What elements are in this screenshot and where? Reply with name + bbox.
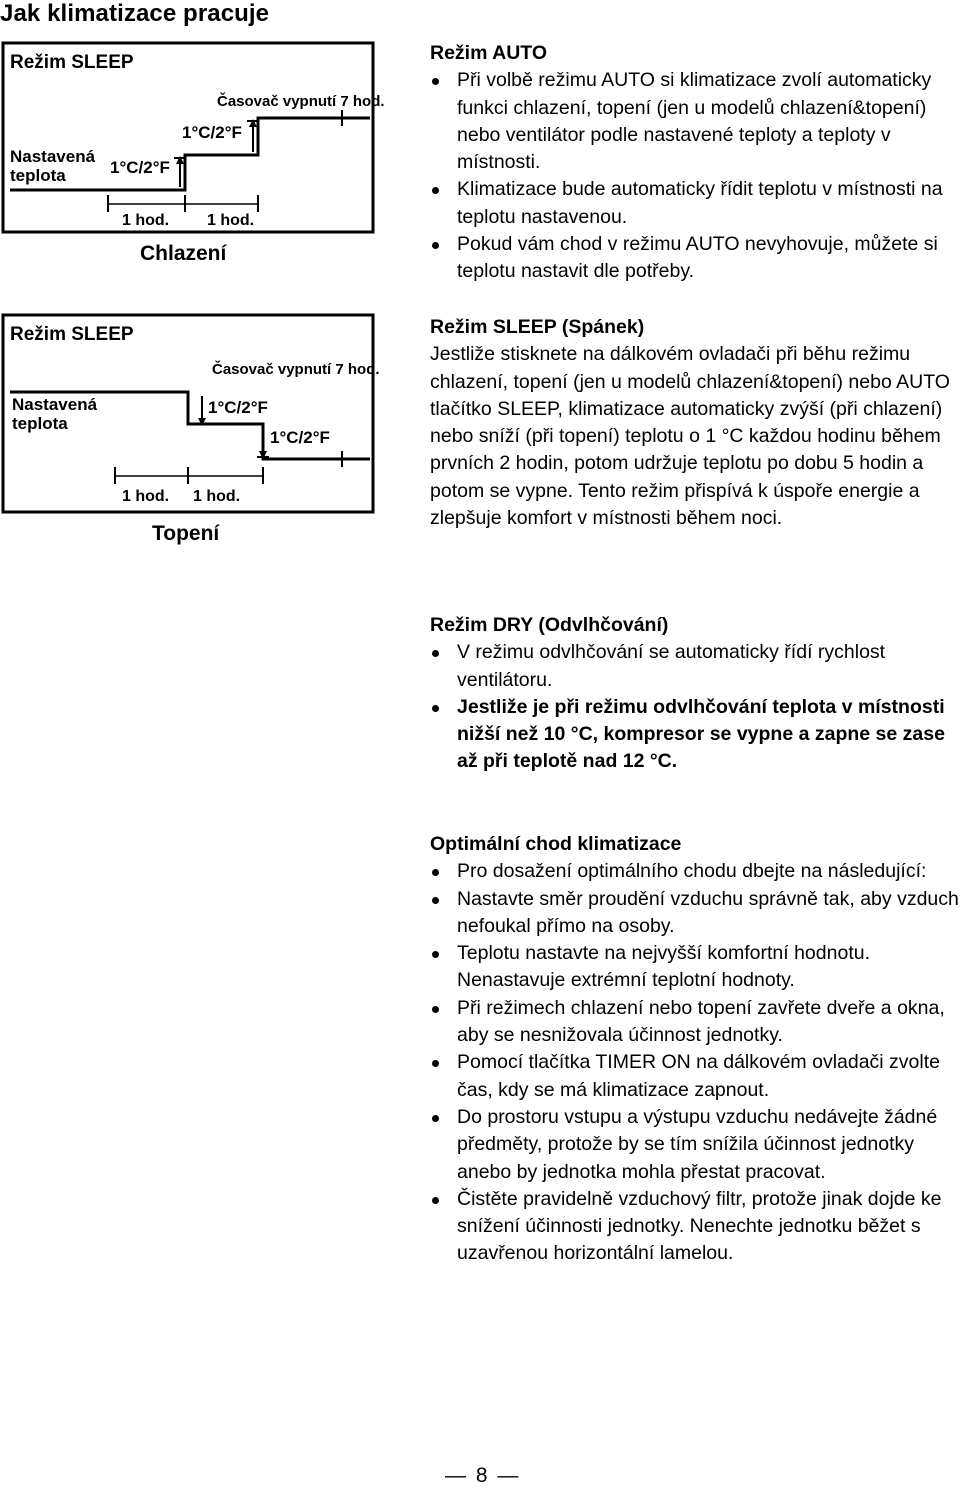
list-item: Do prostoru vstupu a výstupu vzduchu nedávejte žádné předměty, protože by se tím snížila účinnost jednotky anebo by jednotka mohla přestat pracovat.	[430, 1104, 960, 1186]
section-heading: Režim DRY (Odvlhčování)	[430, 614, 669, 636]
step-label-1: 1°C/2°F	[110, 158, 170, 177]
page-title: Jak klimatizace pracuje	[0, 0, 270, 27]
bullet-list	[430, 858, 960, 1267]
auto-mode-section	[430, 40, 960, 286]
list-item: Nastavte směr proudění vzduchu správně tak, aby vzduch nefoukal přímo na osoby.	[430, 886, 960, 941]
timer-label: Časovač vypnutí 7 hod.	[212, 361, 380, 378]
mode-label: Režim SLEEP	[10, 324, 134, 345]
cooling-sleep-diagram	[0, 40, 400, 272]
list-item: Klimatizace bude automaticky řídit teplotu v místnosti na teplotu nastavenou.	[430, 176, 960, 231]
diagram-caption: Topení	[152, 522, 220, 545]
heating-sleep-diagram	[0, 312, 400, 548]
bullet-list	[430, 639, 960, 775]
list-item: Pomocí tlačítka TIMER ON na dálkovém ovladači zvolte čas, kdy se má klimatizace zapnout.	[430, 1049, 960, 1104]
section-heading: Režim AUTO	[430, 42, 548, 64]
setpoint-label-line1: Nastavená	[12, 395, 98, 414]
list-item: Při volbě režimu AUTO si klimatizace zvolí automaticky funkci chlazení, topení (jen u modelů chlazení&topení) nebo ventilátor podle nastavené teploty a teploty v místnosti.	[430, 67, 960, 176]
bullet-list	[430, 67, 960, 285]
list-item: Teplotu nastavte na nejvyšší komfortní hodnotu. Nenastavuje extrémní teplotní hodnoty.	[430, 940, 960, 995]
section-heading: Optimální chod klimatizace	[430, 833, 682, 855]
list-item: Pro dosažení optimálního chodu dbejte na následující:	[430, 858, 960, 885]
setpoint-label-line2: teplota	[10, 166, 66, 185]
section-heading: Režim SLEEP (Spánek)	[430, 316, 645, 338]
hour-label-1: 1 hod.	[122, 212, 170, 229]
list-item: Pokud vám chod v režimu AUTO nevyhovuje, můžete si teplotu nastavit dle potřeby.	[430, 231, 960, 286]
mode-label: Režim SLEEP	[10, 52, 134, 73]
hour-label-2: 1 hod.	[207, 212, 255, 229]
list-item: Při režimech chlazení nebo topení zavřete dveře a okna, aby se nesnižovala účinnost jednotky.	[430, 995, 960, 1050]
hour-label-1: 1 hod.	[122, 488, 170, 505]
optimal-operation-section	[430, 831, 960, 1268]
sleep-mode-section	[430, 314, 960, 532]
step-label-1: 1°C/2°F	[208, 398, 268, 417]
list-item: V režimu odvlhčování se automaticky řídí rychlost ventilátoru.	[430, 639, 960, 694]
step-label-2: 1°C/2°F	[270, 428, 330, 447]
diagram-caption: Chlazení	[140, 242, 227, 265]
setpoint-label-line1: Nastavená	[10, 147, 96, 166]
timer-label: Časovač vypnutí 7 hod.	[217, 93, 385, 110]
page-number: — 8 —	[445, 1464, 521, 1487]
dry-mode-section	[430, 612, 960, 776]
list-item-warning: Jestliže je při režimu odvlhčování teplota v místnosti nižší než 10 °C, kompresor se vypne a zapne se zase až při teplotě nad 12 °C.	[430, 694, 960, 776]
list-item: Čistěte pravidelně vzduchový filtr, protože jinak dojde ke snížení účinnosti jednotky. Nenechte jednotku běžet s uzavřenou horizontální lamelou.	[430, 1186, 960, 1268]
setpoint-label-line2: teplota	[12, 414, 68, 433]
section-body: Jestliže stisknete na dálkovém ovladači při běhu režimu chlazení, topení (jen u modelů chlazení&topení) nebo AUTO tlačítko SLEEP, klimatizace automaticky zvýší (při chlazení) nebo sníží (při topení) teplotu o 1 °C každou hodinu během prvních 2 hodin, potom udržuje teplotu po dobu 5 hodin a potom se vypne. Tento režim přispívá k úspoře energie a zlepšuje komfort v místnosti během noci.	[430, 343, 950, 530]
step-label-2: 1°C/2°F	[182, 123, 242, 142]
hour-label-2: 1 hod.	[193, 488, 241, 505]
